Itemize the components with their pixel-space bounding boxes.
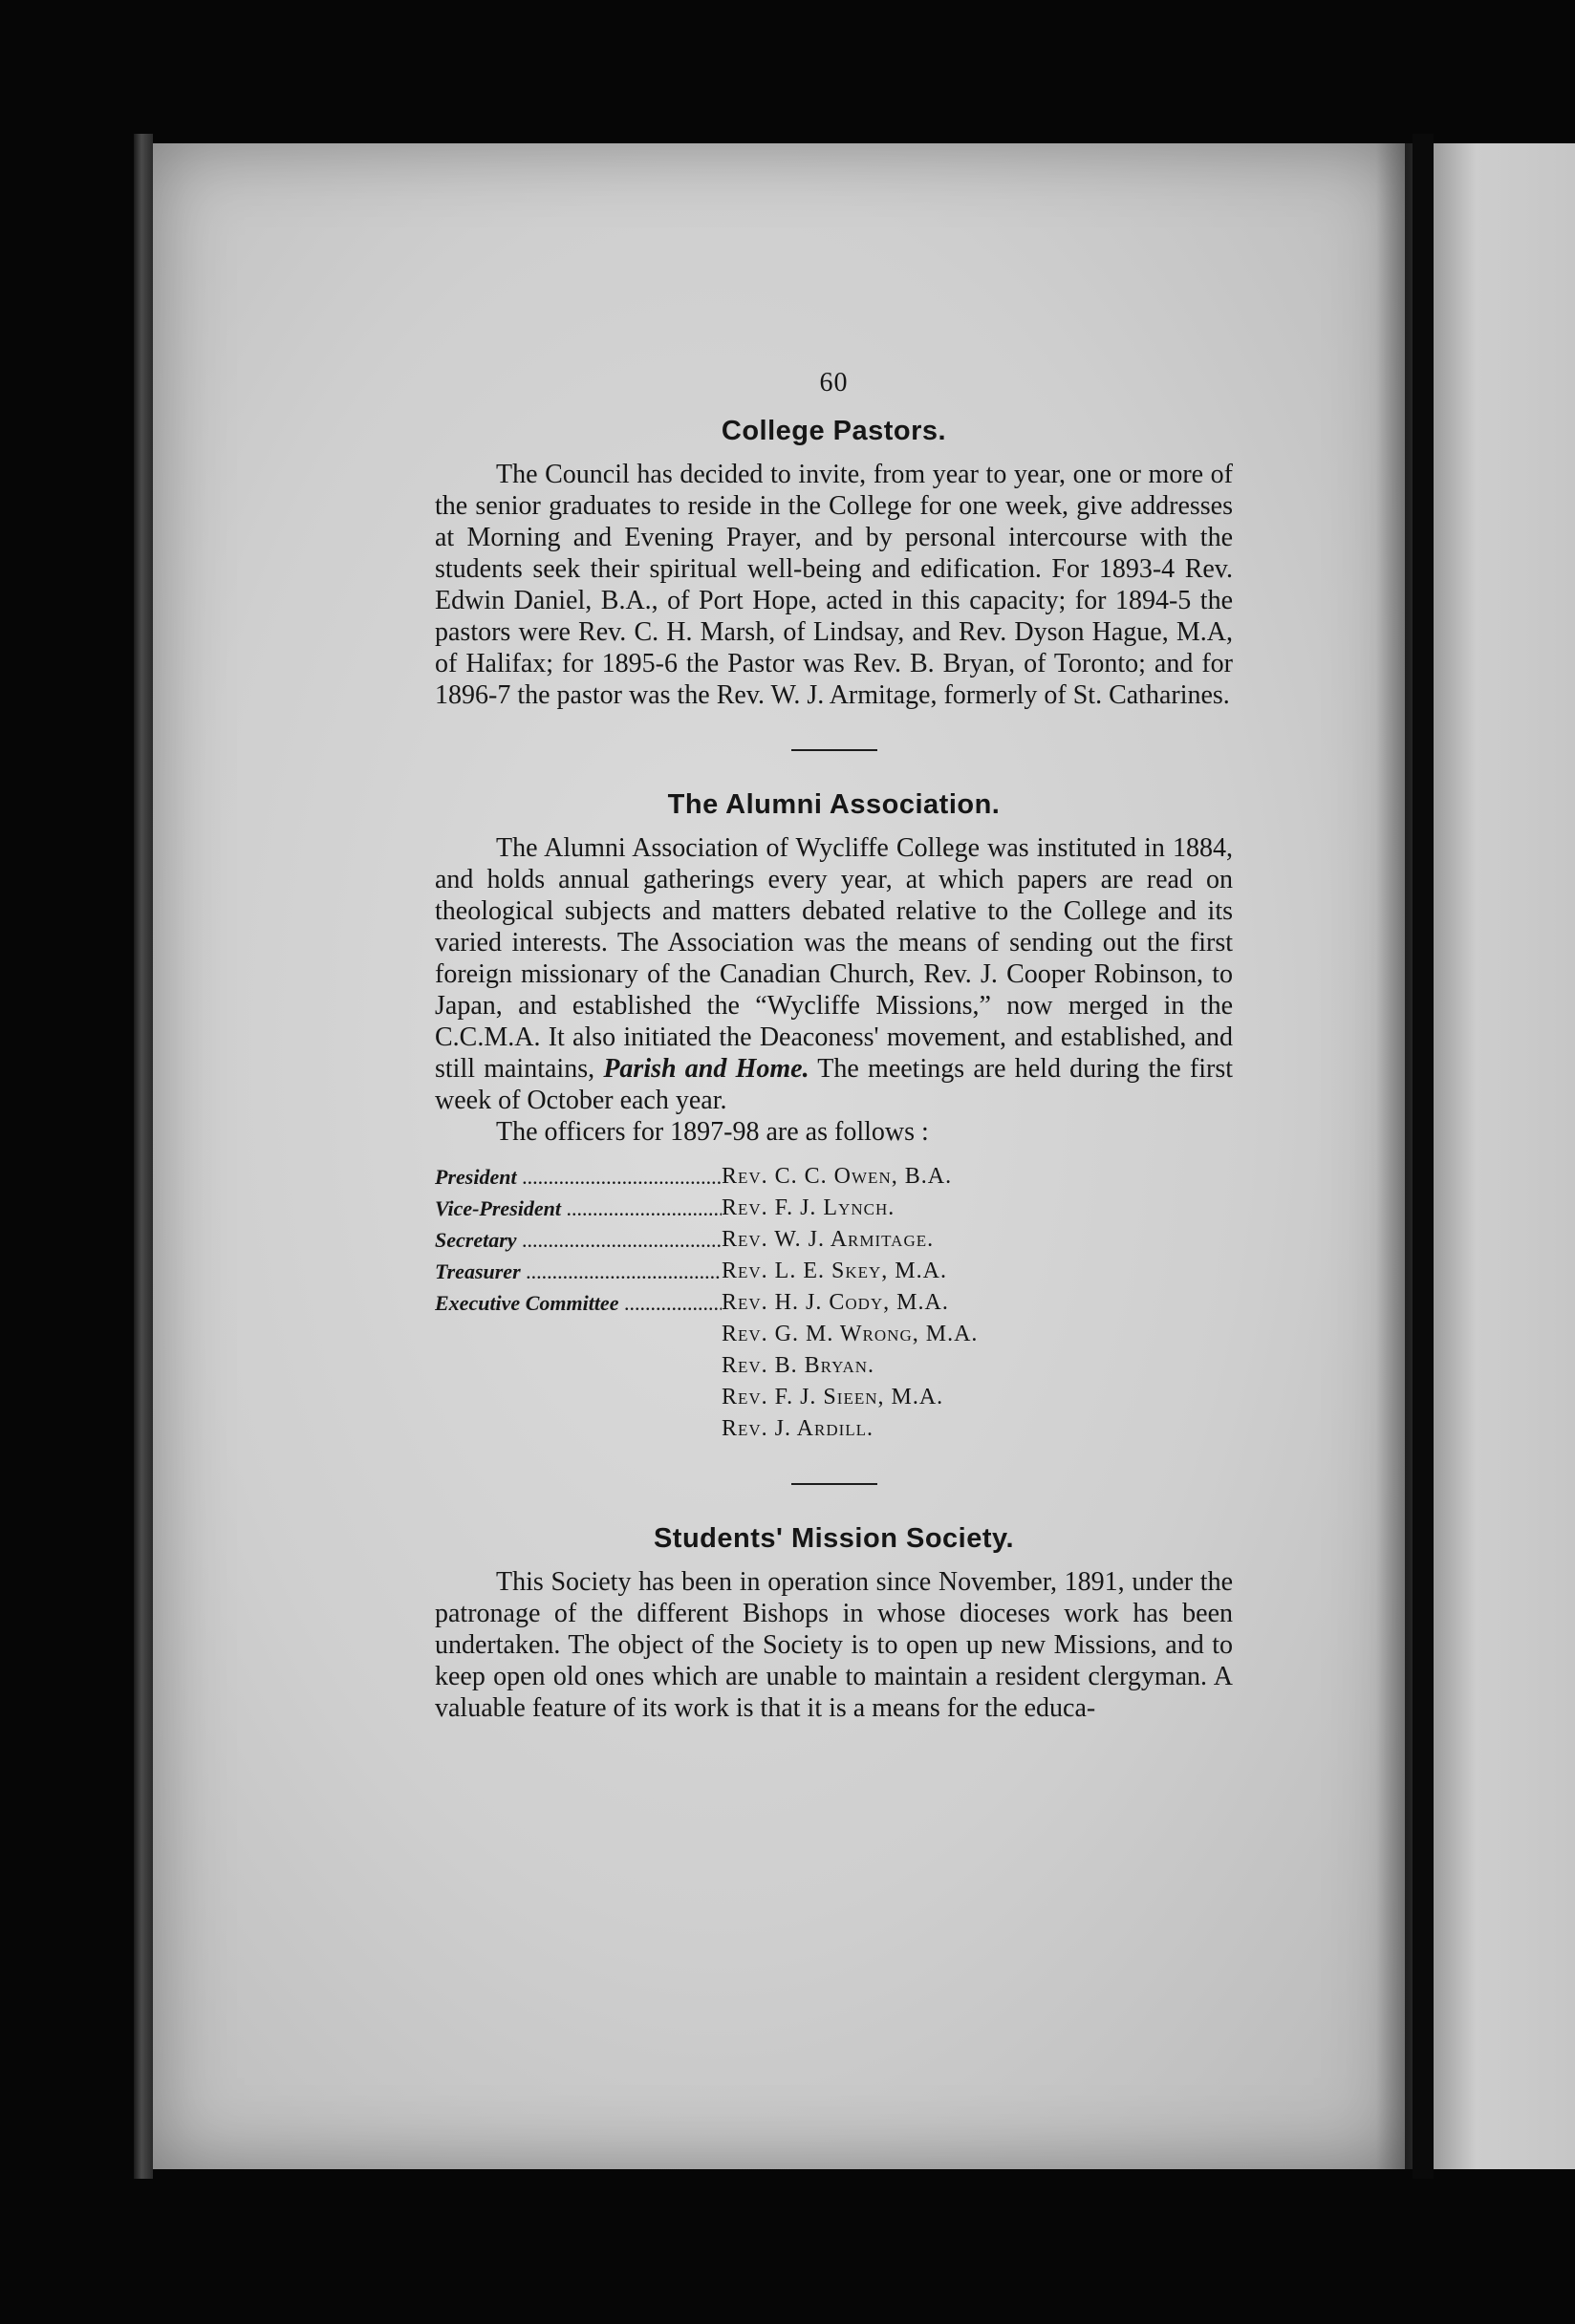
- page-text-block: [435, 368, 1233, 1724]
- next-page-edge: [1434, 143, 1575, 2169]
- officers-list: [435, 1161, 1233, 1445]
- officer-names: [722, 1256, 1233, 1287]
- students-mission-heading: Students' Mission Society.: [653, 1523, 1015, 1554]
- officer-name: Rev. W. J. Armitage.: [722, 1227, 935, 1252]
- left-page-edge: [134, 134, 153, 2179]
- officer-row: [435, 1287, 1233, 1445]
- officer-name: Rev. B. Bryan.: [722, 1353, 875, 1378]
- students-mission-paragraph: This Society has been in operation since November, 1891, under the patronage of the different Bishops in whose dioceses work has been undertaken. The object of the Society is to open up new Missions, and to keep open old ones which are unable to maintain a resident clergyman. A valuable feature of its work is that it is a means for the educa-: [435, 1567, 1233, 1723]
- publication-title: Parish and Home.: [603, 1054, 809, 1084]
- officer-role: Executive Committee .....: [435, 1287, 722, 1445]
- alumni-text-after: The meetings are held during the first week of October each year.: [435, 1054, 1234, 1115]
- officer-row: [435, 1224, 1233, 1256]
- college-pastors-paragraph: The Council has decided to invite, from year to year, one or more of the senior graduates to reside in the College for one week, give addresses at Morning and Evening Prayer, and by personal intercourse with the students seek their spiritual well-being and edification. For 1893-4 Rev. Edwin Daniel, B.A., of Port Hope, acted in this capacity; for 1894-5 the pastors were Rev. C. H. Marsh, of Lindsay, and Rev. Dyson Hague, M.A, of Halifax; for 1895-6 the Pastor was Rev. B. Bryan, of Toronto; and for 1896-7 the pastor was the Rev. W. J. Armitage, formerly of St. Catharines.: [435, 460, 1233, 710]
- officer-name: Rev. F. J. Lynch.: [722, 1195, 895, 1220]
- officer-names: [722, 1161, 1233, 1193]
- officer-role: Secretary .....: [435, 1224, 722, 1256]
- officer-name: Rev. F. J. Sieen, M.A.: [722, 1385, 944, 1409]
- college-pastors-heading: College Pastors.: [721, 416, 947, 446]
- section-divider: [791, 749, 877, 751]
- officer-names: [722, 1287, 1233, 1445]
- officer-name: Rev. C. C. Owen, B.A.: [722, 1164, 953, 1189]
- officer-role: Treasurer .....: [435, 1256, 722, 1287]
- officers-intro: The officers for 1897-98 are as follows :: [496, 1117, 929, 1147]
- section-divider: [791, 1483, 877, 1485]
- alumni-text-before: The Alumni Association of Wycliffe College was instituted in 1884, and holds annual gatherings every year, at which papers are read on theological subjects and matters debated relative to the College and its varied interests. The Association was the means of sending out the first foreign missionary of the Canadian Church, Rev. J. Cooper Robinson, to Japan, and established the “Wycliffe Missions,” now merged in the C.C.M.A. It also initiated the Deaconess' movement, and established, and still maintains,: [435, 833, 1233, 1084]
- book-gutter: [1413, 134, 1434, 2179]
- officer-role: President .....: [435, 1161, 722, 1193]
- page-shadow: [1376, 143, 1414, 2169]
- officer-name: Rev. J. Ardill.: [722, 1416, 874, 1441]
- officer-name: Rev. L. E. Skey, M.A.: [722, 1259, 947, 1283]
- officer-row: [435, 1161, 1233, 1193]
- officer-names: [722, 1193, 1233, 1224]
- page-number: 60: [819, 368, 849, 398]
- alumni-association-paragraph: [435, 832, 1233, 1116]
- alumni-association-heading: The Alumni Association.: [667, 789, 1001, 820]
- officer-role: Vice-President .....: [435, 1193, 722, 1224]
- officer-row: [435, 1256, 1233, 1287]
- officer-names: [722, 1224, 1233, 1256]
- officer-row: [435, 1193, 1233, 1224]
- officer-name: Rev. H. J. Cody, M.A.: [722, 1290, 949, 1315]
- officer-name: Rev. G. M. Wrong, M.A.: [722, 1322, 979, 1346]
